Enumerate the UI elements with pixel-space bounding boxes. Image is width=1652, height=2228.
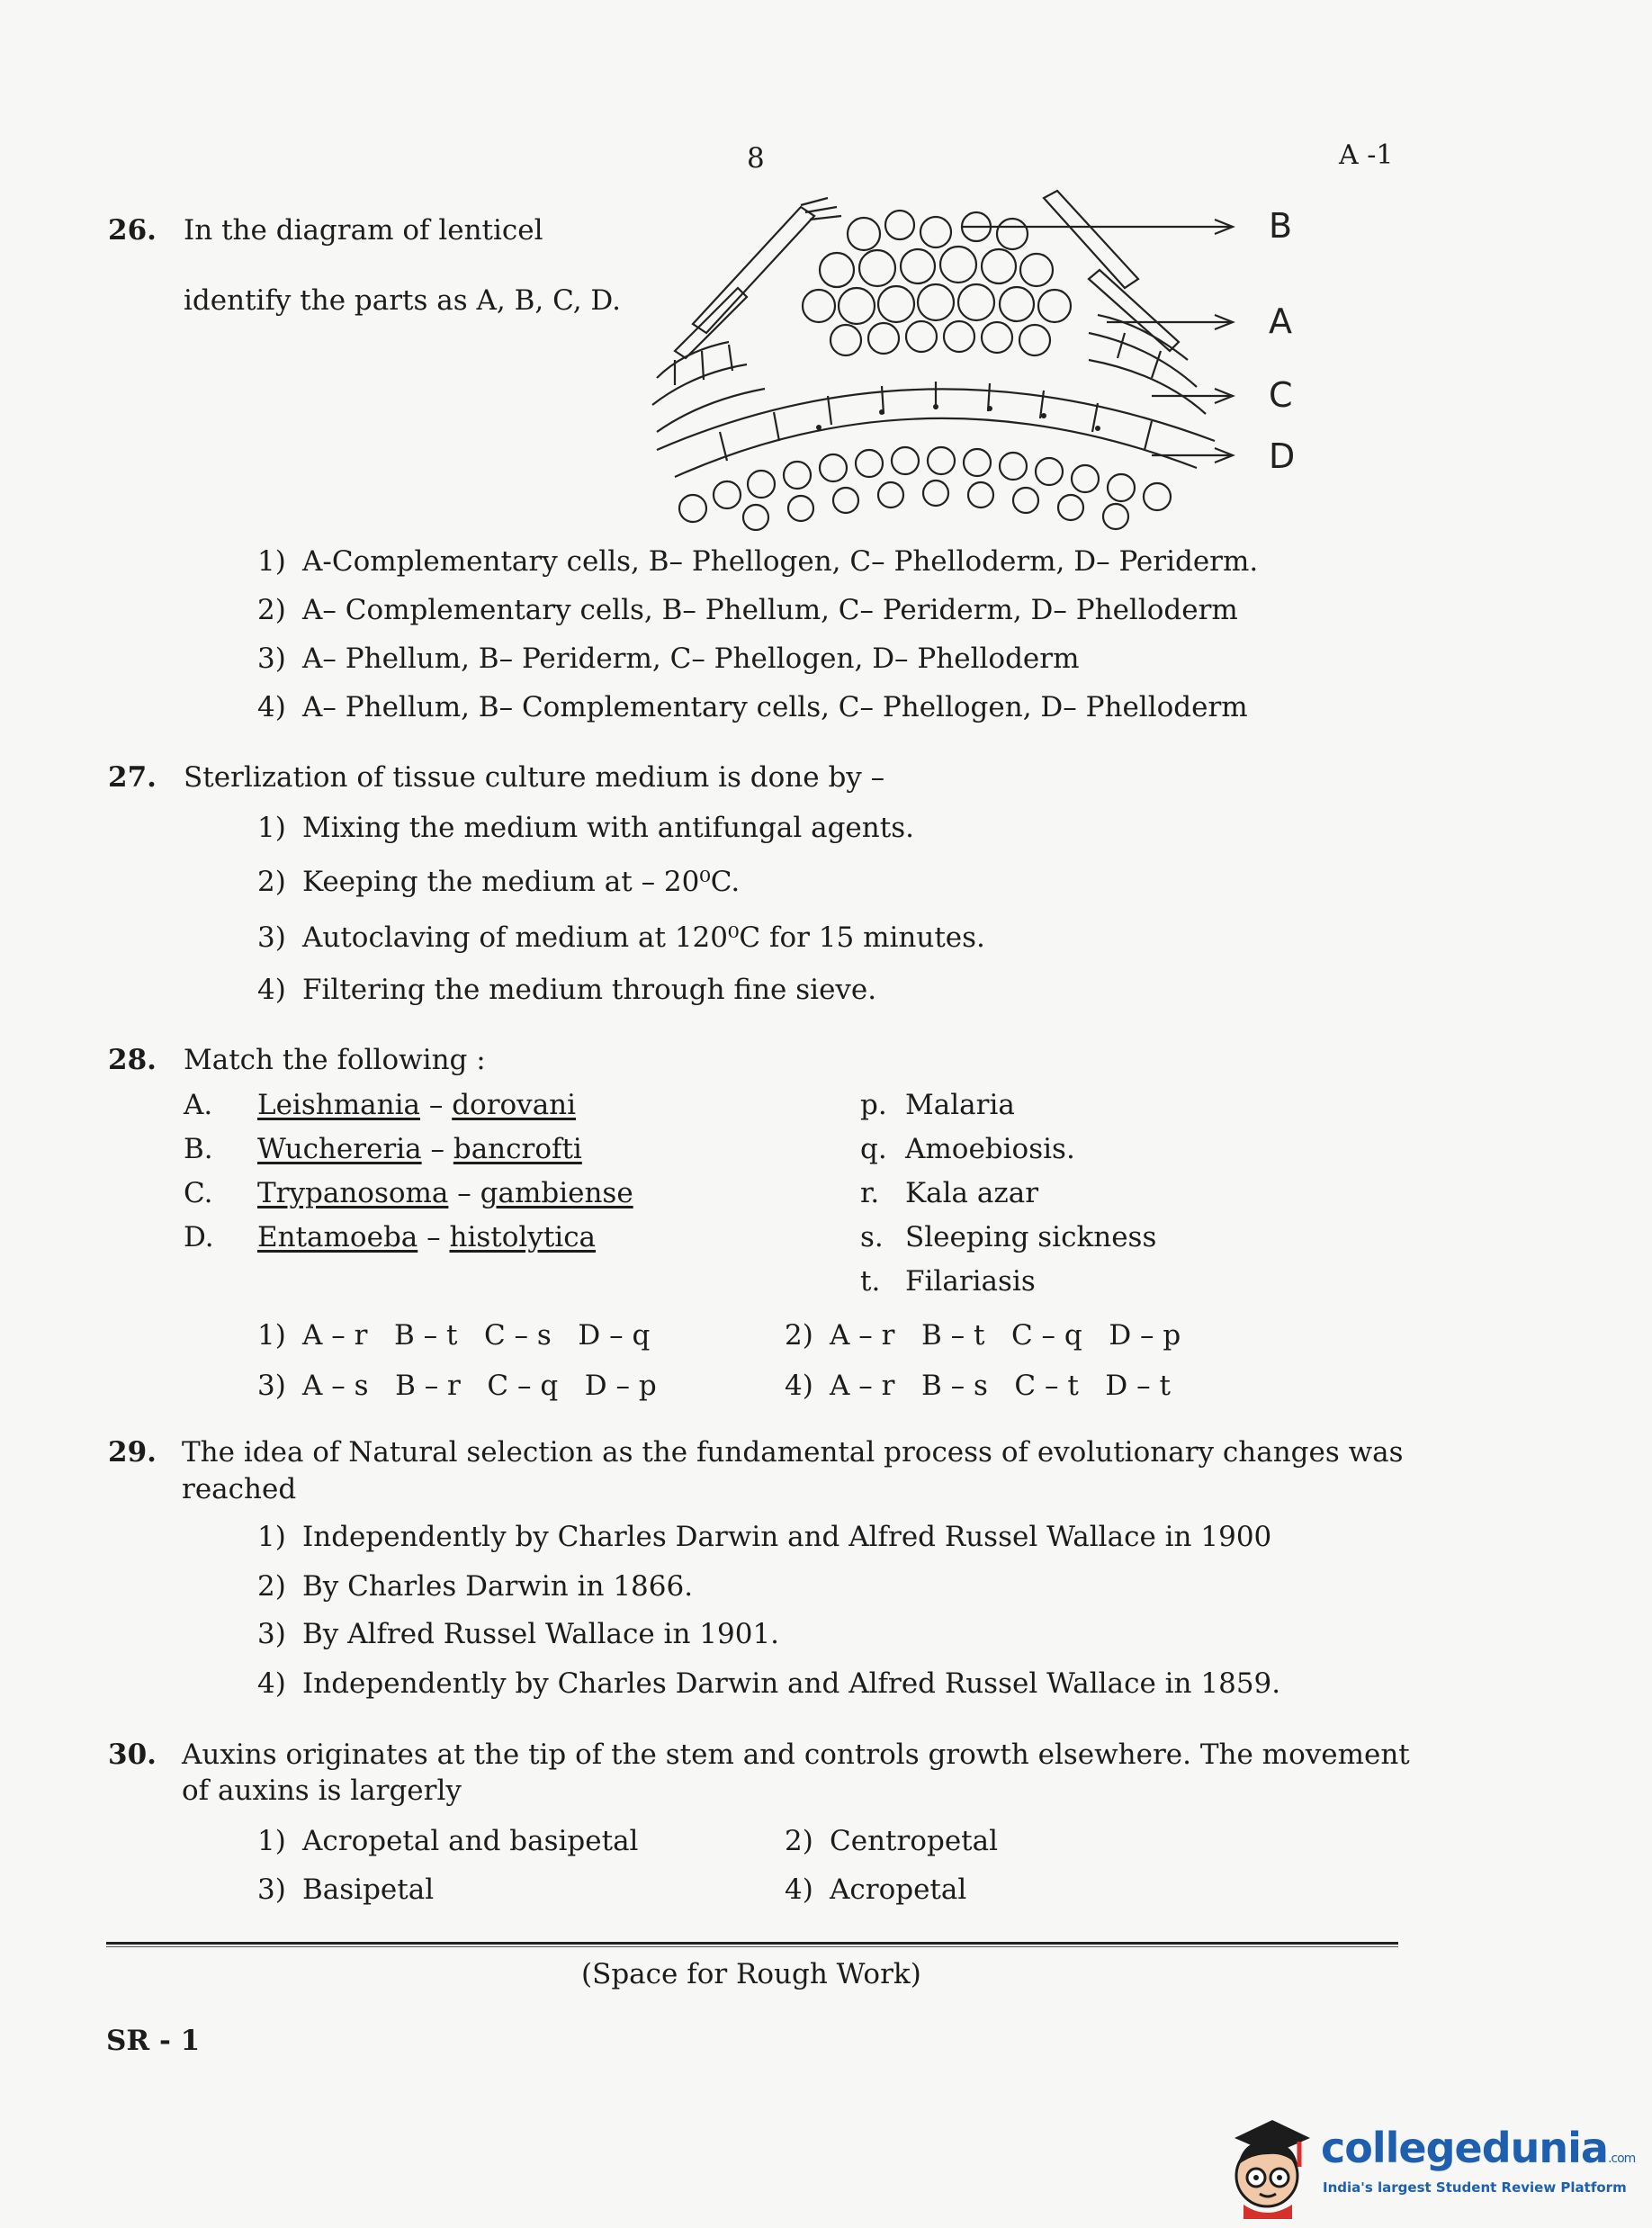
brand-tagline: India's largest Student Review Platform (1323, 2179, 1627, 2196)
question-text-line1: Auxins originates at the tip of the stem and controls growth elsewhere. The movement (182, 1738, 1410, 1771)
option-3[interactable]: 3) A – s B – r C – q D – p (257, 1370, 657, 1402)
option-2[interactable]: 2) A – r B – t C – q D – p (785, 1319, 1181, 1352)
question-number: 28. (108, 1044, 157, 1076)
match-right-r: r. Kala azar (860, 1177, 1039, 1209)
option-3[interactable]: 3) Basipetal (257, 1873, 435, 1906)
match-left-d: D. Entamoeba – histolytica (184, 1221, 597, 1253)
question-text-line1: The idea of Natural selection as the fundamental process of evolutionary changes was (182, 1436, 1404, 1469)
option-3[interactable]: 3) A– Phellum, B– Periderm, C– Phellogen, D– Phelloderm (257, 642, 1080, 675)
footer-divider-secondary (106, 1946, 1398, 1947)
footer-divider (106, 1942, 1398, 1945)
match-right-t: t. Filariasis (860, 1265, 1036, 1298)
option-4[interactable]: 4) Acropetal (785, 1873, 967, 1906)
option-4[interactable]: 4) Independently by Charles Darwin and Alfred Russel Wallace in 1859. (257, 1667, 1281, 1700)
question-text-line2: identify the parts as A, B, C, D. (184, 284, 622, 317)
option-1[interactable]: 1) Independently by Charles Darwin and Alfred Russel Wallace in 1900 (257, 1521, 1272, 1553)
diagram-label-d: D (1269, 436, 1296, 476)
page-number: 8 (747, 142, 765, 175)
match-left-b: B. Wuchereria – bancrofti (184, 1133, 582, 1165)
collegedunia-watermark (1217, 2111, 1636, 2219)
option-2[interactable]: 2) Centropetal (785, 1825, 999, 1857)
diagram-label-a: A (1269, 301, 1292, 341)
mascot-icon (1217, 2111, 1315, 2219)
match-left-a: A. Leishmania – dorovani (184, 1089, 577, 1121)
option-1[interactable]: 1) A-Complementary cells, B– Phellogen, C– Phelloderm, D– Periderm. (257, 545, 1259, 578)
question-number: 27. (108, 761, 157, 794)
diagram-label-c: C (1269, 375, 1293, 415)
option-2[interactable]: 2) By Charles Darwin in 1866. (257, 1570, 694, 1603)
option-3[interactable]: 3) Autoclaving of medium at 120⁰C for 15 minutes. (257, 921, 985, 954)
option-4[interactable]: 4) A – r B – s C – t D – t (785, 1370, 1171, 1402)
question-text: Match the following : (184, 1044, 486, 1076)
option-1[interactable]: 1) A – r B – t C – s D – q (257, 1319, 651, 1352)
lenticel-diagram (621, 180, 1323, 531)
option-2[interactable]: 2) Keeping the medium at – 20⁰C. (257, 866, 741, 898)
option-4[interactable]: 4) Filtering the medium through fine sieve. (257, 974, 877, 1006)
rough-work-label: (Space for Rough Work) (581, 1958, 921, 1990)
question-number: 26. (108, 214, 157, 247)
paper-code: A -1 (1339, 139, 1394, 171)
series-code: SR - 1 (106, 2025, 201, 2057)
option-3[interactable]: 3) By Alfred Russel Wallace in 1901. (257, 1618, 780, 1650)
question-text: Sterlization of tissue culture medium is done by – (184, 761, 885, 794)
option-1[interactable]: 1) Mixing the medium with antifungal agents. (257, 812, 914, 844)
question-number: 30. (108, 1738, 157, 1771)
match-left-c: C. Trypanosoma – gambiense (184, 1177, 633, 1209)
match-right-q: q. Amoebiosis. (860, 1133, 1075, 1165)
question-text-line1: In the diagram of lenticel (184, 214, 543, 247)
question-number: 29. (108, 1436, 157, 1469)
diagram-label-b: B (1269, 206, 1293, 246)
option-2[interactable]: 2) A– Complementary cells, B– Phellum, C– Periderm, D– Phelloderm (257, 594, 1238, 626)
match-right-p: p. Malaria (860, 1089, 1015, 1121)
option-1[interactable]: 1) Acropetal and basipetal (257, 1825, 639, 1857)
brand-name: collegedunia.com (1321, 2124, 1636, 2172)
question-text-line2: of auxins is largerly (182, 1774, 462, 1807)
match-right-s: s. Sleeping sickness (860, 1221, 1157, 1253)
option-4[interactable]: 4) A– Phellum, B– Complementary cells, C– Phellogen, D– Phelloderm (257, 691, 1248, 723)
question-text-line2: reached (182, 1473, 297, 1505)
